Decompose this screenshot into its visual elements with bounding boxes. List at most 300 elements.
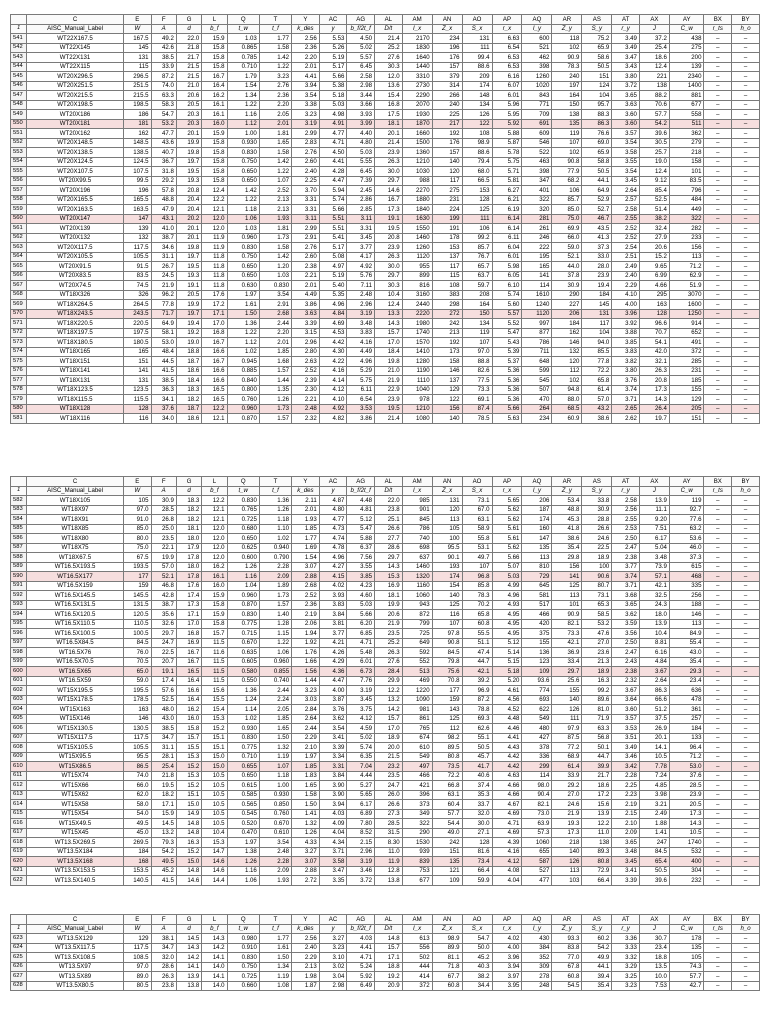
table-cell: 95.7	[582, 100, 612, 110]
table-cell: 21.8	[151, 771, 176, 781]
table-cell: 2.83	[292, 138, 320, 148]
table-cell: 19.7	[176, 252, 201, 262]
row-number: 614	[11, 800, 27, 810]
table-row[interactable]	[11, 866, 760, 876]
table-cell: 184	[582, 290, 612, 300]
section-label: WT20X74.5	[27, 281, 124, 291]
table-cell: 19.8	[176, 148, 201, 158]
table-cell: –	[732, 62, 760, 72]
table-cell: 86.3	[639, 686, 669, 696]
table-cell: 184	[552, 319, 582, 329]
table-row[interactable]	[11, 667, 760, 677]
table-cell: 104	[582, 328, 612, 338]
table-row[interactable]	[11, 752, 760, 762]
table-row[interactable]	[11, 100, 760, 110]
table-cell: 4.39	[492, 838, 522, 848]
table-cell: 3.72	[612, 81, 640, 91]
table-row[interactable]	[11, 953, 760, 963]
table-cell: 3160	[402, 290, 432, 300]
row-number: 574	[11, 347, 27, 357]
table-cell: 15.8	[202, 148, 227, 158]
table-row[interactable]	[11, 110, 760, 120]
table-row[interactable]	[11, 819, 760, 829]
table-cell: 1320	[402, 572, 432, 582]
section-label: WT16.5X120.5	[27, 610, 124, 620]
table-row[interactable]	[11, 648, 760, 658]
table-cell: 35.3	[462, 790, 492, 800]
table-row[interactable]	[11, 695, 760, 705]
table-row[interactable]	[11, 205, 760, 215]
table-row[interactable]	[11, 300, 760, 310]
table-cell: 0.750	[227, 157, 259, 167]
table-row[interactable]	[11, 638, 760, 648]
table-row[interactable]	[11, 281, 760, 291]
table-cell: 4.49	[292, 290, 320, 300]
table-cell: 2.48	[259, 847, 291, 857]
column-letter: AM	[402, 915, 432, 925]
table-cell: 2.40	[292, 943, 320, 953]
table-cell: 135	[432, 857, 462, 867]
table-row[interactable]	[11, 157, 760, 167]
table-row[interactable]	[11, 91, 760, 101]
table-cell: 396	[402, 790, 432, 800]
table-cell: 65.9	[582, 148, 612, 158]
table-cell: 1120	[402, 252, 432, 262]
table-cell: 135	[552, 119, 582, 129]
table-row[interactable]	[11, 505, 760, 515]
table-row[interactable]	[11, 838, 760, 848]
table-row[interactable]	[11, 676, 760, 686]
table-row[interactable]	[11, 186, 760, 196]
row-number: 620	[11, 857, 27, 867]
table-cell: 20.7	[151, 657, 176, 667]
table-row[interactable]	[11, 81, 760, 91]
table-cell: 997	[522, 319, 552, 329]
table-row[interactable]	[11, 714, 760, 724]
table-cell: 15.2	[176, 781, 201, 791]
table-cell: 37.6	[669, 771, 704, 781]
table-cell: 128	[462, 838, 492, 848]
table-cell: –	[704, 100, 732, 110]
table-cell: 11.8	[202, 252, 227, 262]
table-row[interactable]	[11, 119, 760, 129]
table-cell: 3.48	[639, 553, 669, 563]
table-cell: 2.32	[292, 414, 320, 424]
table-row[interactable]	[11, 876, 760, 886]
table-row[interactable]	[11, 167, 760, 177]
table-cell: 137	[432, 252, 462, 262]
table-cell: 649	[402, 638, 432, 648]
table-cell: 4.84	[319, 309, 347, 319]
table-cell: 2.40	[612, 271, 640, 281]
table-row[interactable]	[11, 252, 760, 262]
table-cell: 275	[669, 43, 704, 53]
row-number: 572	[11, 328, 27, 338]
table-row[interactable]	[11, 414, 760, 424]
table-cell: 5.61	[492, 534, 522, 544]
table-cell: 0.830	[227, 610, 259, 620]
table-cell: 148	[462, 91, 492, 101]
table-cell: 4.69	[492, 809, 522, 819]
table-cell: 22.9	[375, 385, 403, 395]
table-cell: 5.38	[319, 81, 347, 91]
table-cell: 1.07	[259, 762, 291, 772]
table-cell: 1.54	[227, 81, 259, 91]
table-cell: –	[732, 385, 760, 395]
header-symbol: r_ts	[704, 24, 732, 34]
table-row[interactable]	[11, 347, 760, 357]
table-row[interactable]	[11, 809, 760, 819]
table-row[interactable]	[11, 309, 760, 319]
table-cell: 16.9	[176, 638, 201, 648]
table-cell: 33.9	[552, 771, 582, 781]
table-cell: 5.62	[492, 543, 522, 553]
column-letter: BX	[704, 915, 732, 925]
table-cell: 112	[552, 366, 582, 376]
table-row[interactable]	[11, 319, 760, 329]
table-cell: 7.24	[639, 771, 669, 781]
table-cell: 3.45	[347, 233, 375, 243]
table-cell: 4.12	[492, 857, 522, 867]
table-cell: 2.88	[292, 572, 320, 582]
table-row[interactable]	[11, 857, 760, 867]
table-cell: 20.5	[176, 290, 201, 300]
table-row[interactable]	[11, 233, 760, 243]
table-cell: 296.5	[123, 72, 151, 82]
table-cell: 15.8	[202, 176, 227, 186]
table-cell: 25.2	[375, 638, 403, 648]
table-cell: 43.1	[151, 214, 176, 224]
table-cell: 17.1	[202, 309, 227, 319]
table-cell: 231	[669, 366, 704, 376]
header-symbol: b_f/2t_f	[347, 24, 375, 34]
section-label: WT20X147	[27, 214, 124, 224]
column-letter: BX	[704, 477, 732, 487]
table-cell: 69.9	[552, 224, 582, 234]
table-cell: 3.83	[347, 328, 375, 338]
table-cell: 0.830	[227, 953, 259, 963]
table-cell: 16.6	[202, 347, 227, 357]
column-letter: E	[123, 915, 151, 925]
table-cell: 20.1	[176, 233, 201, 243]
table-row[interactable]	[11, 762, 760, 772]
table-row[interactable]	[11, 705, 760, 715]
table-cell: 107	[462, 338, 492, 348]
table-cell: 4.48	[347, 496, 375, 506]
table-row[interactable]	[11, 790, 760, 800]
table-cell: 484	[669, 195, 704, 205]
table-cell: 98.9	[432, 934, 462, 944]
table-row[interactable]	[11, 686, 760, 696]
table-cell: 0.800	[227, 385, 259, 395]
table-cell: 11.0	[375, 847, 403, 857]
table-cell: –	[704, 752, 732, 762]
section-label: WT15X54	[27, 809, 124, 819]
table-cell: 29.2	[151, 176, 176, 186]
row-number: 606	[11, 724, 27, 734]
table-row[interactable]	[11, 619, 760, 629]
table-row[interactable]	[11, 53, 760, 63]
table-row[interactable]	[11, 290, 760, 300]
table-row[interactable]	[11, 214, 760, 224]
table-row[interactable]	[11, 800, 760, 810]
table-row[interactable]	[11, 376, 760, 386]
table-cell: 256	[669, 591, 704, 601]
table-row[interactable]	[11, 562, 760, 572]
table-cell: 7.78	[639, 762, 669, 772]
table-cell: 2.58	[612, 205, 640, 215]
table-row[interactable]	[11, 357, 760, 367]
table-row[interactable]	[11, 657, 760, 667]
table-cell: 44.7	[462, 657, 492, 667]
table-cell: 0.960	[227, 591, 259, 601]
table-cell: 37.8	[552, 271, 582, 281]
spreadsheet-table	[10, 914, 760, 991]
table-cell: 17.3	[375, 205, 403, 215]
table-row[interactable]	[11, 972, 760, 982]
table-cell: –	[704, 790, 732, 800]
table-cell: –	[732, 515, 760, 525]
table-cell: 14.7	[202, 847, 227, 857]
table-row[interactable]	[11, 34, 760, 44]
table-cell: 218	[669, 148, 704, 158]
column-letter: AY	[669, 915, 704, 925]
table-row[interactable]	[11, 934, 760, 944]
table-row[interactable]	[11, 195, 760, 205]
table-row[interactable]	[11, 962, 760, 972]
row-number: 550	[11, 119, 27, 129]
table-cell: 156	[669, 243, 704, 253]
table-cell: 68.5	[552, 404, 582, 414]
table-cell: 5.36	[492, 366, 522, 376]
table-cell: –	[732, 790, 760, 800]
column-letter: AS	[582, 477, 612, 487]
table-cell: 77.8	[151, 300, 176, 310]
table-cell: 14.6	[202, 857, 227, 867]
table-cell: 1.65	[259, 138, 291, 148]
table-cell: 176	[432, 53, 462, 63]
table-cell: 19.9	[151, 553, 176, 563]
table-row[interactable]	[11, 243, 760, 253]
table-cell: 6.54	[347, 395, 375, 405]
table-cell: 67.8	[552, 962, 582, 972]
table-cell: 3.82	[612, 357, 640, 367]
table-cell: 20.1	[375, 129, 403, 139]
table-cell: 21.9	[375, 376, 403, 386]
table-cell: 4.40	[347, 129, 375, 139]
table-cell: 35.4	[552, 543, 582, 553]
table-row[interactable]	[11, 771, 760, 781]
table-cell: 167.5	[123, 34, 151, 44]
table-cell: –	[704, 81, 732, 91]
table-cell: 4.47	[319, 676, 347, 686]
table-cell: 1060	[522, 838, 552, 848]
table-cell: 15.3	[202, 838, 227, 848]
table-cell: 174	[432, 572, 462, 582]
column-letter: AO	[462, 477, 492, 487]
table-cell: –	[704, 43, 732, 53]
table-cell: 0.650	[227, 771, 259, 781]
table-cell: –	[704, 252, 732, 262]
table-row[interactable]	[11, 572, 760, 582]
table-cell: 2.10	[292, 743, 320, 753]
section-label: WT15X62	[27, 790, 124, 800]
table-cell: 181	[123, 119, 151, 129]
table-cell: 15.1	[202, 733, 227, 743]
table-cell: 18.4	[176, 376, 201, 386]
table-cell: 141	[522, 271, 552, 281]
table-cell: 4.77	[319, 515, 347, 525]
table-cell: 1640	[402, 53, 432, 63]
table-row[interactable]	[11, 496, 760, 506]
table-cell: 21.5	[176, 62, 201, 72]
table-cell: 5.15	[492, 657, 522, 667]
column-letter: AR	[552, 15, 582, 25]
table-cell: 146	[123, 714, 151, 724]
table-cell: 197	[552, 81, 582, 91]
table-row[interactable]	[11, 524, 760, 534]
table-cell: 17.0	[176, 619, 201, 629]
table-cell: 5.71	[492, 167, 522, 177]
table-row[interactable]	[11, 743, 760, 753]
table-row[interactable]	[11, 629, 760, 639]
table-cell: 5.52	[492, 319, 522, 329]
table-cell: 2.38	[612, 553, 640, 563]
table-cell: 6.17	[347, 800, 375, 810]
table-cell: 54.4	[432, 819, 462, 829]
table-row[interactable]	[11, 724, 760, 734]
table-cell: 2.76	[292, 243, 320, 253]
table-cell: 36.7	[151, 157, 176, 167]
table-row[interactable]	[11, 534, 760, 544]
table-cell: 2.06	[292, 619, 320, 629]
table-cell: 33.9	[151, 62, 176, 72]
table-cell: 62.0	[123, 790, 151, 800]
table-row[interactable]	[11, 129, 760, 139]
row-number: 583	[11, 505, 27, 515]
table-cell: 10.5	[639, 752, 669, 762]
table-cell: 75.6	[432, 667, 462, 677]
table-cell: 282	[669, 224, 704, 234]
table-cell: 513	[402, 667, 432, 677]
section-label: WT18X80	[27, 534, 124, 544]
table-row[interactable]	[11, 338, 760, 348]
table-row[interactable]	[11, 543, 760, 553]
table-cell: 153	[462, 186, 492, 196]
table-cell: 14.5	[151, 819, 176, 829]
table-cell: –	[704, 53, 732, 63]
table-cell: 1.54	[292, 553, 320, 563]
table-row[interactable]	[11, 62, 760, 72]
table-cell: –	[704, 800, 732, 810]
row-number: 596	[11, 629, 27, 639]
table-row[interactable]	[11, 591, 760, 601]
table-cell: 80.0	[123, 534, 151, 544]
table-row[interactable]	[11, 600, 760, 610]
table-row[interactable]	[11, 395, 760, 405]
table-cell: 2.52	[292, 366, 320, 376]
table-cell: 2.50	[612, 638, 640, 648]
table-cell: 3.49	[612, 34, 640, 44]
table-cell: 58.9	[462, 524, 492, 534]
table-cell: 2.01	[259, 338, 291, 348]
table-cell: 120	[552, 357, 582, 367]
table-row[interactable]	[11, 553, 760, 563]
table-cell: 65.7	[462, 262, 492, 272]
table-cell: 78.3	[552, 62, 582, 72]
table-row[interactable]	[11, 385, 760, 395]
table-cell: 20.5	[669, 800, 704, 810]
header-symbol: t_f	[259, 924, 291, 934]
table-cell: 2270	[402, 186, 432, 196]
table-row[interactable]	[11, 943, 760, 953]
table-row[interactable]	[11, 610, 760, 620]
table-row[interactable]	[11, 271, 760, 281]
table-row[interactable]	[11, 981, 760, 991]
table-cell: 28.0	[582, 262, 612, 272]
table-cell: –	[732, 714, 760, 724]
table-cell: 1.26	[259, 505, 291, 515]
row-number: 561	[11, 224, 27, 234]
table-cell: 58.6	[582, 53, 612, 63]
table-cell: 57.6	[151, 686, 176, 696]
table-row[interactable]	[11, 72, 760, 82]
table-cell: 101	[552, 600, 582, 610]
table-cell: 11.8	[202, 271, 227, 281]
table-cell: 83.5	[669, 176, 704, 186]
section-label: WT18X91	[27, 515, 124, 525]
table-cell: 150	[552, 100, 582, 110]
table-cell: 3.70	[292, 186, 320, 196]
table-cell: 3.47	[319, 866, 347, 876]
table-row[interactable]	[11, 176, 760, 186]
table-row[interactable]	[11, 224, 760, 234]
table-cell: 5.36	[492, 376, 522, 386]
table-row[interactable]	[11, 43, 760, 53]
table-row[interactable]	[11, 262, 760, 272]
table-cell: 3.39	[319, 743, 347, 753]
table-cell: 35.6	[151, 610, 176, 620]
table-cell: 16.5	[202, 385, 227, 395]
table-row[interactable]	[11, 828, 760, 838]
table-cell: 12.0	[202, 553, 227, 563]
header-symbol: D/t	[375, 924, 403, 934]
table-cell: 15.0	[202, 752, 227, 762]
table-cell: 322	[522, 195, 552, 205]
table-cell: 57.7	[432, 809, 462, 819]
table-cell: 2.25	[612, 781, 640, 791]
table-cell: –	[704, 262, 732, 272]
table-cell: 1.50	[259, 733, 291, 743]
table-cell: 1.77	[259, 34, 291, 44]
table-row[interactable]	[11, 847, 760, 857]
section-label: WT20X99.5	[27, 176, 124, 186]
table-row[interactable]	[11, 148, 760, 158]
header-symbol: I_x	[402, 486, 432, 496]
table-row[interactable]	[11, 515, 760, 525]
table-cell: 64.9	[151, 319, 176, 329]
table-cell: 120	[432, 505, 462, 515]
table-row[interactable]	[11, 581, 760, 591]
table-row[interactable]	[11, 328, 760, 338]
table-row[interactable]	[11, 781, 760, 791]
table-row[interactable]	[11, 733, 760, 743]
table-row[interactable]	[11, 366, 760, 376]
table-cell: 1.06	[227, 876, 259, 886]
table-row[interactable]	[11, 138, 760, 148]
table-row[interactable]	[11, 404, 760, 414]
table-cell: 12.1	[202, 205, 227, 215]
